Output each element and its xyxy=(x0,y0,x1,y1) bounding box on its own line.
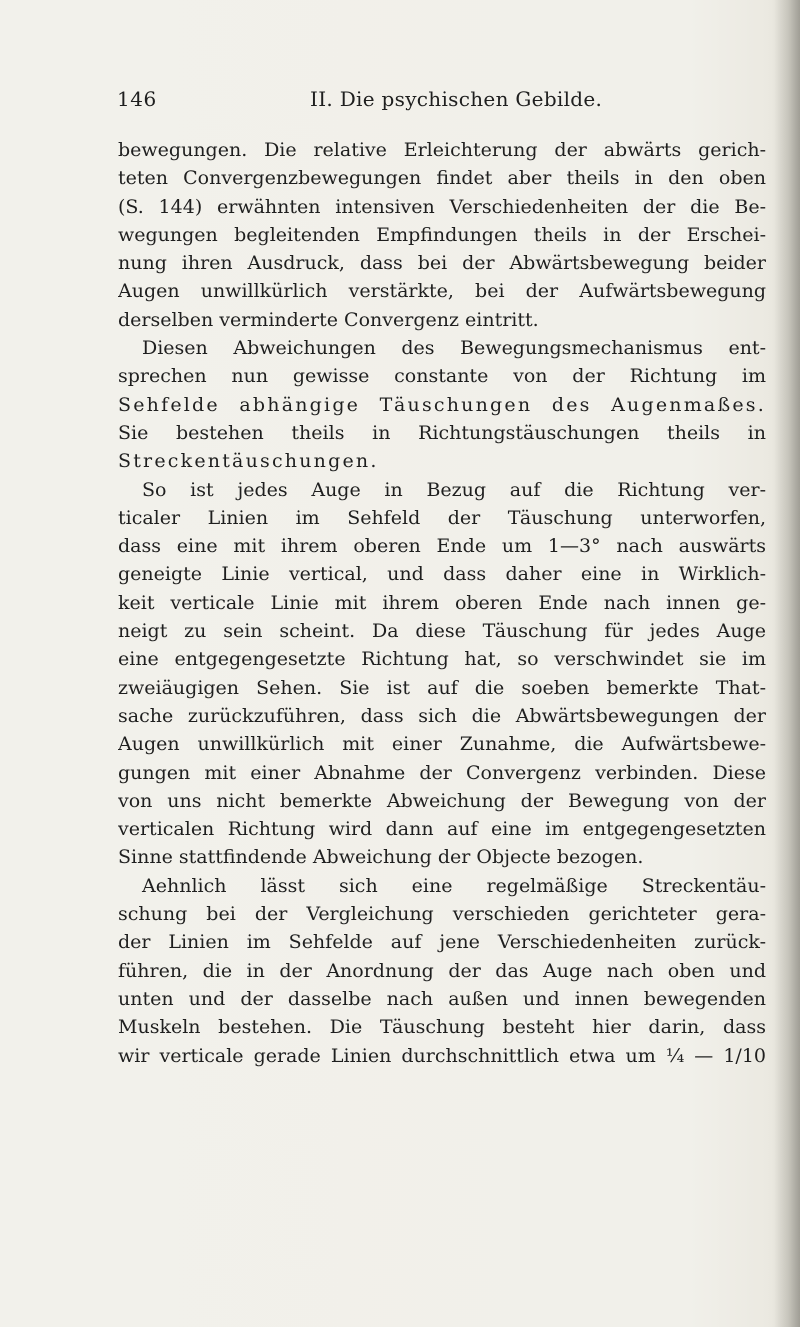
text-line: keit verticale Linie mit ihrem oberen Ende nach innen ge- xyxy=(118,591,766,614)
running-head: II. Die psychischen Gebilde. xyxy=(310,87,603,111)
text-line: sprechen nun gewisse constante von der Richtung im xyxy=(118,365,766,388)
page-header xyxy=(117,87,767,117)
text-line: Diesen Abweichungen des Bewegungsmechanismus ent- xyxy=(142,337,766,360)
text-line: Sie bestehen theils in Richtungstäuschungen theils in xyxy=(118,421,766,444)
text-line: Aehnlich lässt sich eine regelmäßige Streckentäu- xyxy=(142,874,766,897)
page-number: 146 xyxy=(117,87,157,111)
text-line: ticaler Linien im Sehfeld der Täuschung unterworfen, xyxy=(118,506,766,529)
body-text xyxy=(118,136,766,1070)
text-line: bewegungen. Die relative Erleichterung der abwärts gerich- xyxy=(118,139,766,161)
text-line: schung bei der Vergleichung verschieden gerichteter gera- xyxy=(118,903,766,926)
text-line: eine entgegengesetzte Richtung hat, so verschwindet sie im xyxy=(118,648,766,671)
text-line: Streckentäuschungen. xyxy=(118,450,379,473)
text-line: wir verticale gerade Linien durchschnittlich etwa um ¼ — 1/10 xyxy=(118,1044,766,1067)
text-line: zweiäugigen Sehen. Sie ist auf die soeben bemerkte That- xyxy=(118,676,766,699)
text-line: (S. 144) erwähnten intensiven Verschiedenheiten der die Be- xyxy=(118,195,766,218)
text-line: Augen unwillkürlich verstärkte, bei der Aufwärtsbewegung xyxy=(118,280,766,303)
text-line: Muskeln bestehen. Die Täuschung besteht hier darin, dass xyxy=(118,1016,766,1039)
text-line: sache zurückzuführen, dass sich die Abwärtsbewegungen der xyxy=(118,704,766,727)
text-line: gungen mit einer Abnahme der Convergenz verbinden. Diese xyxy=(118,761,766,784)
text-line: dass eine mit ihrem oberen Ende um 1—3° nach auswärts xyxy=(118,535,766,558)
text-line: von uns nicht bemerkte Abweichung der Bewegung von der xyxy=(118,789,766,812)
text-line: Sehfelde abhängige Täuschungen des Augenmaßes. xyxy=(118,393,766,416)
page-edge-shadow xyxy=(774,0,800,1327)
text-line: führen, die in der Anordnung der das Auge nach oben und xyxy=(118,959,766,982)
text-line: geneigte Linie vertical, und dass daher eine in Wirklich- xyxy=(118,563,766,586)
text-line: wegungen begleitenden Empfindungen theils in der Erschei- xyxy=(118,223,766,246)
text-line: teten Convergenzbewegungen findet aber theils in den oben xyxy=(118,167,766,190)
text-line: Augen unwillkürlich mit einer Zunahme, die Aufwärtsbewe- xyxy=(118,733,766,756)
text-line: der Linien im Sehfelde auf jene Verschiedenheiten zurück- xyxy=(118,931,766,954)
text-line: verticalen Richtung wird dann auf eine im entgegengesetzten xyxy=(118,818,766,841)
text-line: neigt zu sein scheint. Da diese Täuschung für jedes Auge xyxy=(118,620,766,643)
text-line: derselben verminderte Convergenz eintritt. xyxy=(118,308,539,331)
text-line: So ist jedes Auge in Bezug auf die Richtung ver- xyxy=(142,478,766,501)
text-line: Sinne stattfindende Abweichung der Objecte bezogen. xyxy=(118,846,644,869)
text-line: nung ihren Ausdruck, dass bei der Abwärtsbewegung beider xyxy=(118,252,766,275)
text-line: unten und der dasselbe nach außen und innen bewegenden xyxy=(118,987,766,1010)
